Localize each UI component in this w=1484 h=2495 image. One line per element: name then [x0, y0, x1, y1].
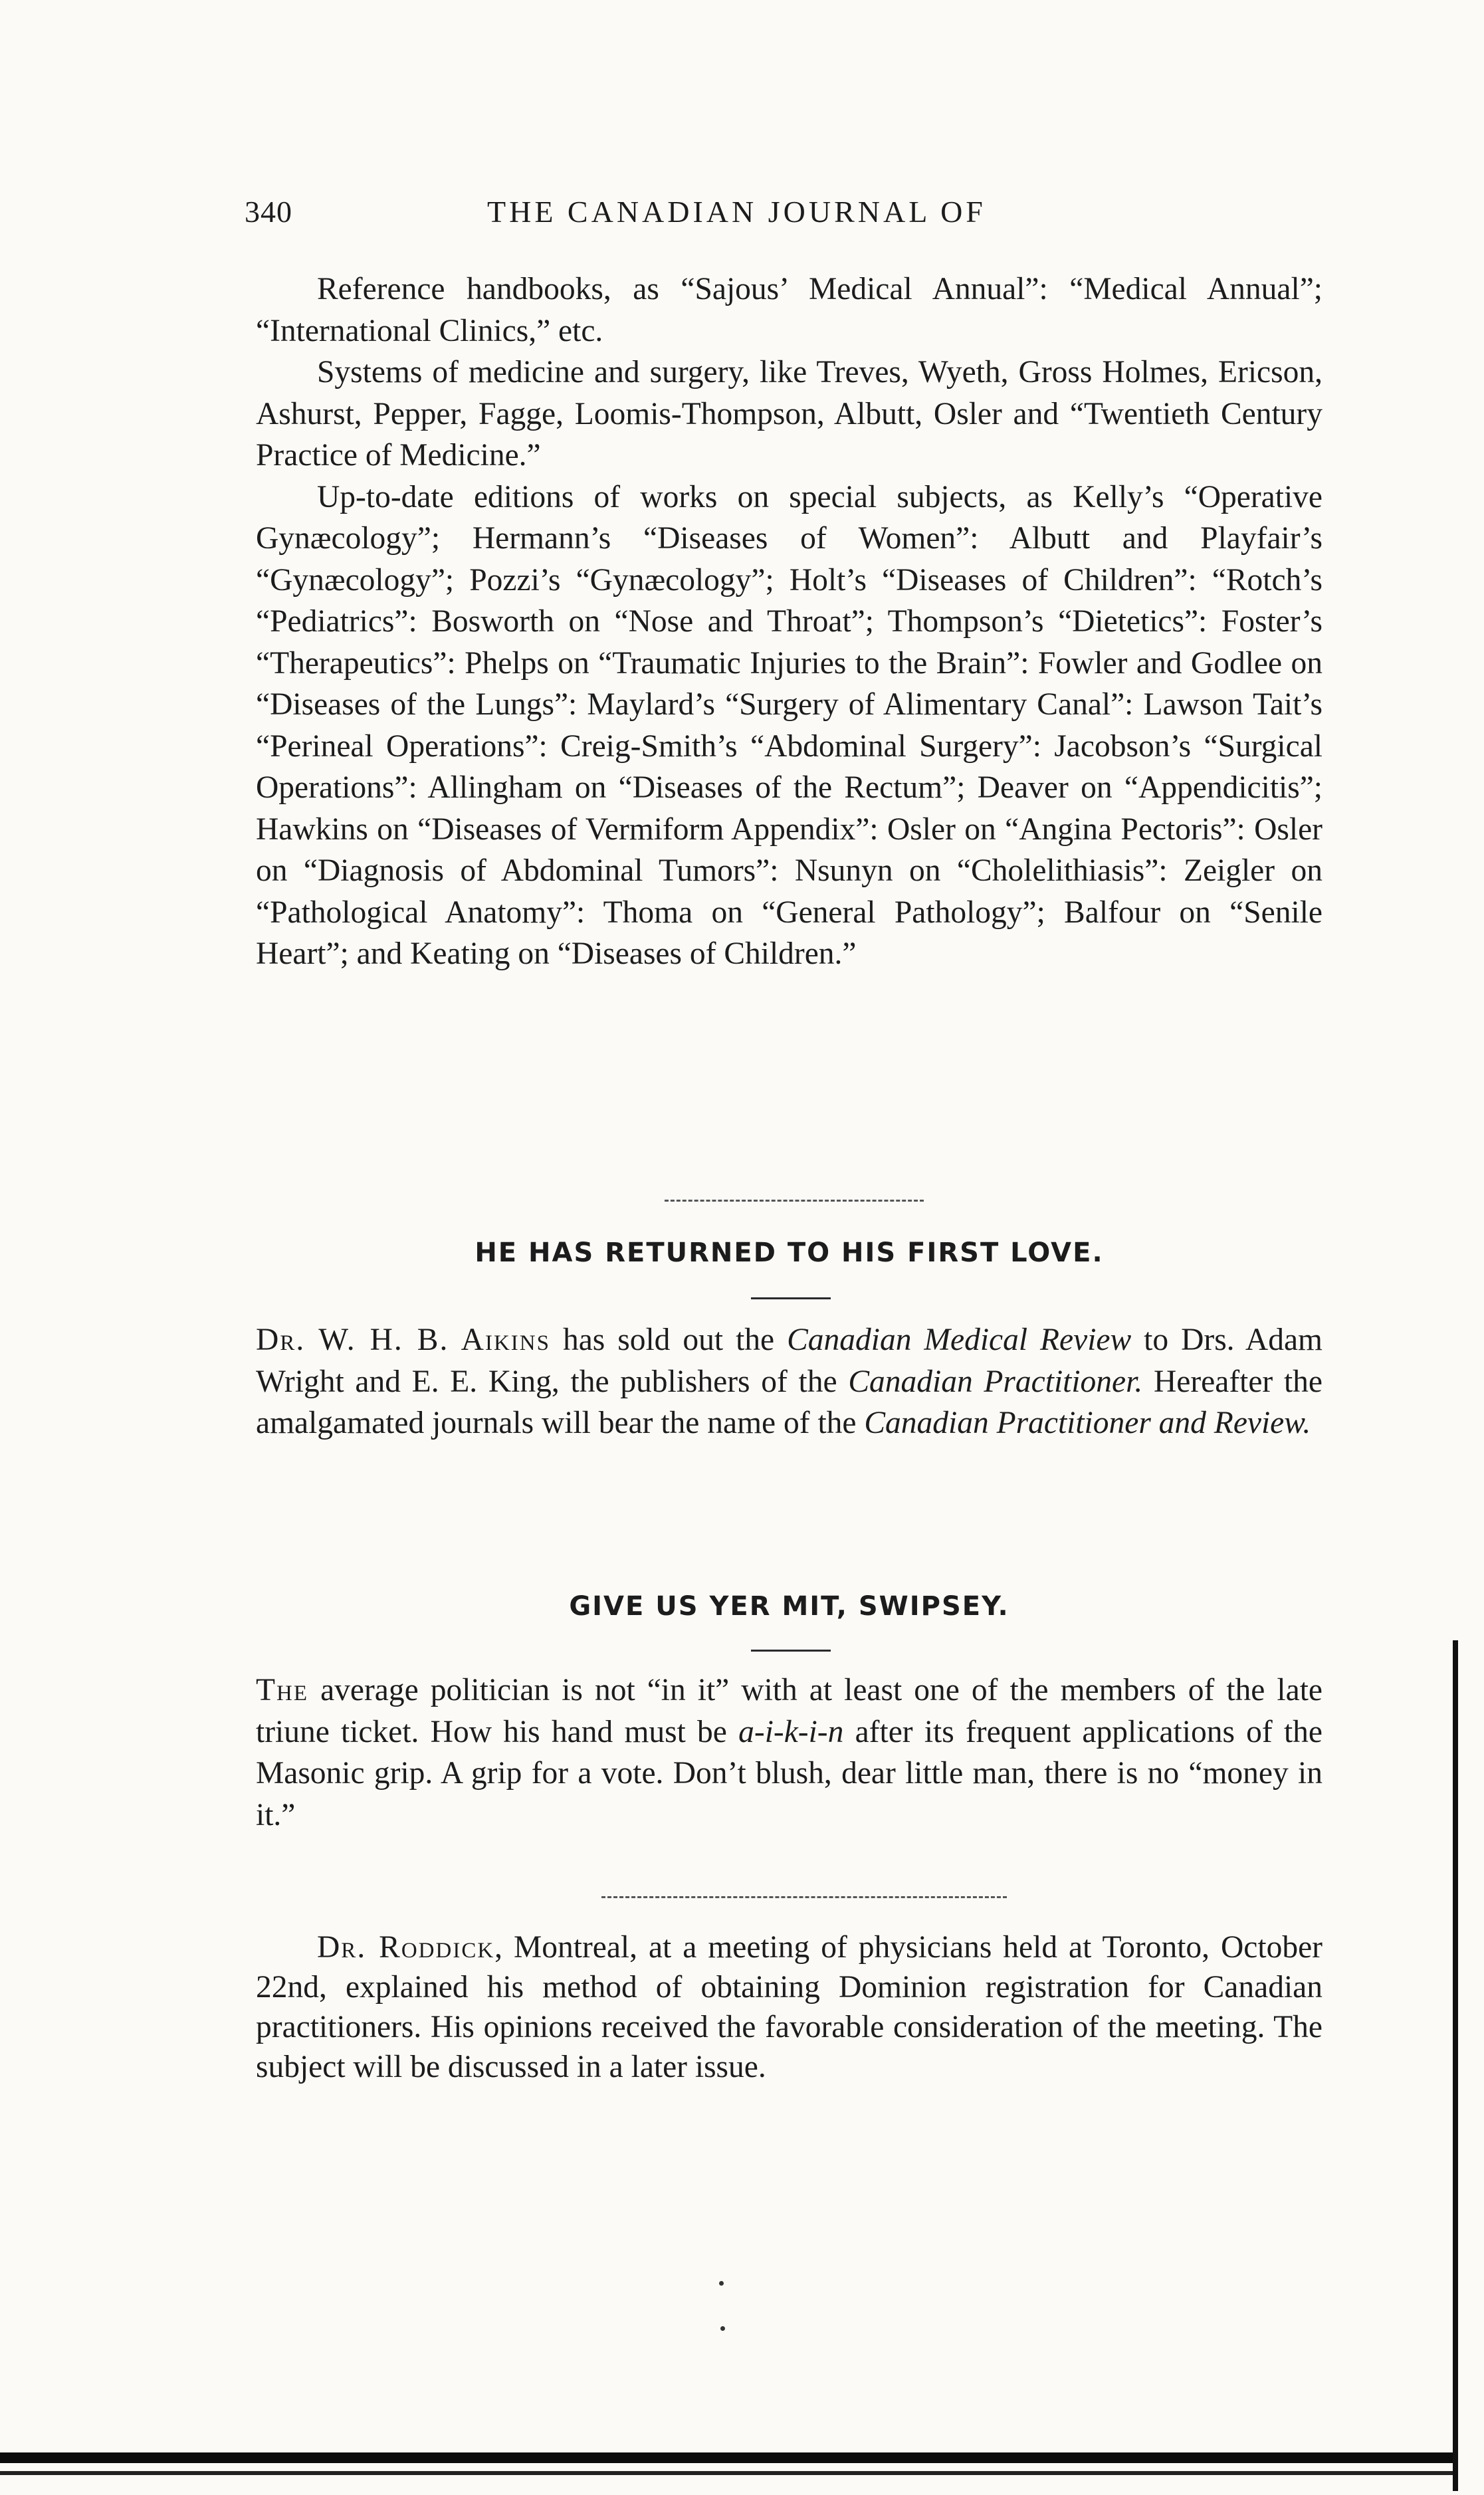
page-header	[245, 194, 1341, 247]
text-span: , Montreal, at a meeting of physicians held at Toronto, October 22nd, explained his method of obtaining Dominion registration for Canadian practitioners. His opinions received the favorable consideration of the meeting. The subject will be discussed in a later issue.	[256, 1930, 1323, 2084]
journal-title-practitioner: Canadian Practitioner.	[848, 1364, 1143, 1399]
text-span: to Drs. Adam Wright and E. E. King, the publishers of the	[256, 1323, 1323, 1399]
heading-underline-1	[751, 1297, 831, 1299]
roddick-section	[256, 1927, 1323, 2087]
journal-title-medical-review: Canadian Medical Review	[787, 1323, 1132, 1357]
page-number: 340	[245, 195, 292, 229]
text-span: Hereafter the amalgamated journals will bear the name of the	[256, 1364, 1323, 1440]
paragraph-special-subjects: Up-to-date editions of works on special subjects, as Kelly’s “Operative Gynæcology”; Hermann’s “Diseases of Women”: Albutt and Playfair’s “Gynæcology”; Pozzi’s “Gynæcology”; Holt’s “Diseases of Children”: “Rotch’s “Pediatrics”: Bosworth on “Nose and Throat”; Thompson’s “Dietetics”: Foster’s “Therapeutics”: Phelps on “Traumatic Injuries to the Brain”: Fowler and Godlee on “Diseases of the Lungs”: Maylard’s “Surgery of Alimentary Canal”: Lawson Tait’s “Perineal Operations”: Creig-Smith’s “Abdominal Surgery”: Jacobson’s “Surgical Operations”: Allingham on “Diseases of the Rectum”; Deaver on “Appendicitis”; Hawkins on “Diseases of Vermiform Appendix”: Osler on “Angina Pectoris”: Osler on “Diagnosis of Abdominal Tumors”: Nsunyn on “Cholelithiasis”: Zeigler on “Pathological Anatomy”: Thoma on “General Pathology”; Balfour on “Senile Heart”; and Keating on “Diseases of Children.”	[256, 479, 1323, 971]
print-speck	[719, 2281, 724, 2286]
section-divider-2	[601, 1896, 1007, 1898]
heading-first-love: HE HAS RETURNED TO HIS FIRST LOVE.	[475, 1238, 1104, 1268]
paragraph-systems-of-medicine: Systems of medicine and surgery, like Treves, Wyeth, Gross Holmes, Ericson, Ashurst, Pepper, Fagge, Loomis-Thompson, Albutt, Osler and “Twentieth Century Practice of Medicine.”	[256, 355, 1323, 473]
bottom-edge-rule	[0, 2452, 1453, 2463]
italic-aikin: a-i-k-i-n	[738, 1714, 844, 1749]
right-margin-rule	[1453, 1640, 1458, 2491]
print-speck	[720, 2326, 725, 2331]
paragraph-roddick	[256, 1927, 1323, 2087]
section-divider-1	[665, 1200, 924, 1202]
paragraph-politician	[256, 1670, 1323, 1836]
journal-title-practitioner-review: Canadian Practitioner and Review.	[864, 1406, 1311, 1440]
running-head: THE CANADIAN JOURNAL OF	[487, 195, 986, 229]
paragraph-aikins	[256, 1319, 1323, 1444]
lead-name-roddick: Dr. Roddick	[317, 1930, 495, 1965]
first-love-section	[256, 1319, 1323, 1444]
lead-name-aikins: Dr. W. H. B. Aikins	[256, 1323, 550, 1357]
text-span: average politician is not “in it” with at least one of the members of the late triune ticket. How his hand must be	[256, 1673, 1323, 1749]
lead-word-the: The	[256, 1673, 309, 1707]
text-span: after its frequent applications of the Masonic grip. A grip for a vote. Don’t blush, dear little man, there is no “money in it.”	[256, 1714, 1323, 1832]
heading-underline-2	[751, 1650, 831, 1652]
text-span: has sold out the	[550, 1323, 788, 1357]
heading-swipsey: GIVE US YER MIT, SWIPSEY.	[569, 1591, 1009, 1622]
bottom-edge-rule-thin	[0, 2471, 1453, 2475]
swipsey-section	[256, 1670, 1323, 1836]
paragraph-reference-handbooks: Reference handbooks, as “Sajous’ Medical Annual”: “Medical Annual”; “International Clinics,” etc.	[256, 272, 1323, 348]
reference-list-section	[256, 269, 1323, 975]
